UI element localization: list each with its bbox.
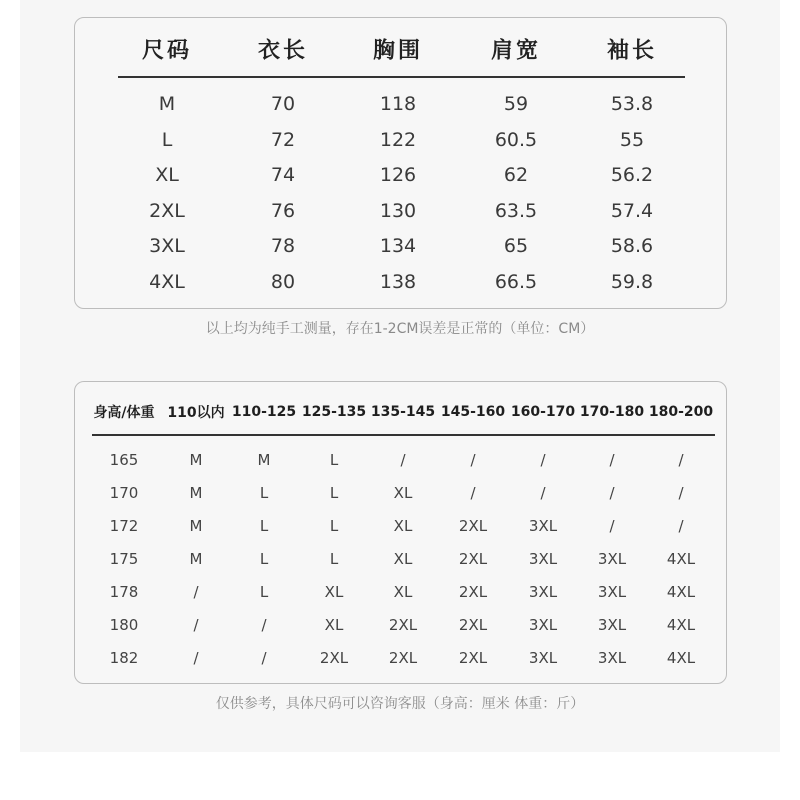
fit-table-cell: / — [193, 583, 199, 601]
size-table-cell: 4XL — [149, 270, 185, 293]
fit-table-cell: L — [329, 517, 339, 535]
size-table-cell: 80 — [270, 270, 296, 293]
size-table-cell: 59.8 — [610, 270, 654, 293]
fit-table-cell: 2XL — [458, 649, 488, 667]
fit-table-cell: / — [470, 484, 476, 502]
fit-table-cell: 2XL — [458, 616, 488, 634]
size-header-cell: 肩宽 — [490, 38, 542, 64]
fit-table-cell: 2XL — [319, 649, 349, 667]
size-table-cell: 70 — [270, 93, 296, 115]
fit-table-cell: 182 — [109, 649, 139, 667]
fit-table-cell: 2XL — [388, 649, 418, 667]
fit-table-cell: L — [329, 484, 339, 502]
size-header-cell: 尺码 — [141, 38, 193, 64]
fit-table-cell: 3XL — [528, 550, 558, 568]
size-chart-card — [74, 17, 727, 309]
fit-header-cell: 160-170 — [510, 404, 576, 420]
fit-table-cell: / — [540, 451, 546, 469]
size-table-cell: 65 — [503, 235, 529, 257]
fit-header-cell: 170-180 — [579, 404, 645, 420]
size-header-cell: 衣长 — [257, 38, 309, 64]
size-table-cell: 130 — [379, 199, 417, 222]
size-table-cell: 138 — [379, 270, 417, 293]
fit-table-cell: 2XL — [388, 616, 418, 634]
size-table-cell: 76 — [270, 199, 296, 222]
size-table-cell: 62 — [503, 164, 529, 186]
size-table-cell: 2XL — [149, 199, 185, 222]
fit-table-cell: M — [189, 484, 203, 502]
size-table-cell: 53.8 — [610, 93, 654, 115]
fit-table-cell: XL — [393, 517, 413, 535]
fit-table-cell: 3XL — [528, 583, 558, 601]
size-table-cell: 78 — [270, 235, 296, 257]
size-chart-note: 以上均为纯手工测量，存在1-2CM误差是正常的（单位：CM） — [205, 321, 595, 337]
size-table-cell: 55 — [619, 128, 645, 151]
fit-table-cell: 3XL — [597, 550, 627, 568]
fit-table-cell: 3XL — [597, 616, 627, 634]
fit-table-cell: L — [329, 550, 339, 568]
fit-table-cell: M — [189, 550, 203, 568]
size-table-cell: 58.6 — [610, 235, 654, 257]
size-table-cell: 74 — [270, 164, 296, 186]
size-table-cell: 134 — [379, 235, 417, 257]
size-table-cell: 57.4 — [610, 199, 654, 222]
fit-table-cell: / — [261, 649, 267, 667]
fit-table-cell: / — [470, 451, 476, 469]
fit-table-cell: 4XL — [666, 550, 696, 568]
fit-table-cell: M — [189, 517, 203, 535]
fit-header-cell: 180-200 — [648, 404, 714, 420]
fit-table-cell: XL — [393, 550, 413, 568]
fit-table-cell: 175 — [109, 550, 139, 568]
fit-table-cell: / — [261, 616, 267, 634]
fit-table-cell: XL — [393, 583, 413, 601]
fit-table-cell: / — [678, 484, 684, 502]
fit-table-cell: / — [678, 517, 684, 535]
size-table-cell: 126 — [379, 164, 417, 186]
fit-table-cell: L — [259, 550, 269, 568]
fit-table-cell: 170 — [109, 484, 139, 502]
fit-table-cell: / — [540, 484, 546, 502]
fit-table-cell: 2XL — [458, 517, 488, 535]
fit-table-cell: 2XL — [458, 583, 488, 601]
fit-table-cell: 180 — [109, 616, 139, 634]
size-table-cell: 3XL — [149, 235, 185, 257]
size-table-cell: 118 — [379, 93, 417, 115]
fit-table-cell: 172 — [109, 517, 139, 535]
size-table-cell: 59 — [503, 93, 529, 115]
fit-guide-note: 仅供参考，具体尺码可以咨询客服（身高：厘米 体重：斤） — [215, 696, 585, 712]
fit-table-cell: 3XL — [597, 583, 627, 601]
size-table-cell: 56.2 — [610, 164, 654, 186]
fit-table-cell: 4XL — [666, 616, 696, 634]
fit-header-cell: 145-160 — [440, 404, 506, 420]
fit-table-cell: L — [259, 517, 269, 535]
fit-header-cell: 135-145 — [370, 404, 436, 420]
fit-table-cell: 165 — [109, 451, 139, 469]
size-table-cell: 122 — [379, 128, 417, 151]
fit-guide-card — [74, 381, 727, 684]
fit-table-cell: L — [329, 451, 339, 469]
fit-header-cell: 125-135 — [301, 404, 367, 420]
size-header-cell: 胸围 — [372, 38, 424, 64]
size-table-cell: 72 — [270, 128, 296, 151]
fit-table-cell: L — [259, 484, 269, 502]
fit-table-cell: 178 — [109, 583, 139, 601]
fit-table-cell: / — [609, 451, 615, 469]
header-divider — [118, 76, 685, 78]
fit-table-cell: / — [400, 451, 406, 469]
fit-table-cell: XL — [393, 484, 413, 502]
fit-table-cell: / — [609, 517, 615, 535]
fit-table-cell: 3XL — [528, 649, 558, 667]
fit-table-cell: 2XL — [458, 550, 488, 568]
fit-table-cell: / — [609, 484, 615, 502]
size-table-cell: 60.5 — [494, 128, 538, 151]
size-table-cell: 63.5 — [494, 199, 538, 222]
header-divider — [92, 434, 715, 436]
size-table-cell: M — [158, 93, 176, 115]
fit-header-cell: 110-125 — [231, 404, 297, 420]
size-table-cell: L — [161, 128, 173, 151]
fit-table-cell: 3XL — [597, 649, 627, 667]
fit-table-cell: XL — [324, 583, 344, 601]
fit-table-cell: 3XL — [528, 616, 558, 634]
size-table-cell: XL — [155, 164, 179, 186]
fit-table-cell: XL — [324, 616, 344, 634]
fit-header-cell: 身高/体重 — [93, 405, 155, 421]
size-header-cell: 袖长 — [606, 38, 658, 64]
fit-table-cell: / — [193, 649, 199, 667]
fit-table-cell: / — [678, 451, 684, 469]
fit-table-cell: M — [189, 451, 203, 469]
fit-table-cell: 4XL — [666, 649, 696, 667]
fit-header-cell: 110以内 — [167, 405, 225, 421]
size-table-cell: 66.5 — [494, 270, 538, 293]
fit-table-cell: 3XL — [528, 517, 558, 535]
fit-table-cell: / — [193, 616, 199, 634]
fit-table-cell: 4XL — [666, 583, 696, 601]
fit-table-cell: L — [259, 583, 269, 601]
fit-table-cell: M — [257, 451, 271, 469]
